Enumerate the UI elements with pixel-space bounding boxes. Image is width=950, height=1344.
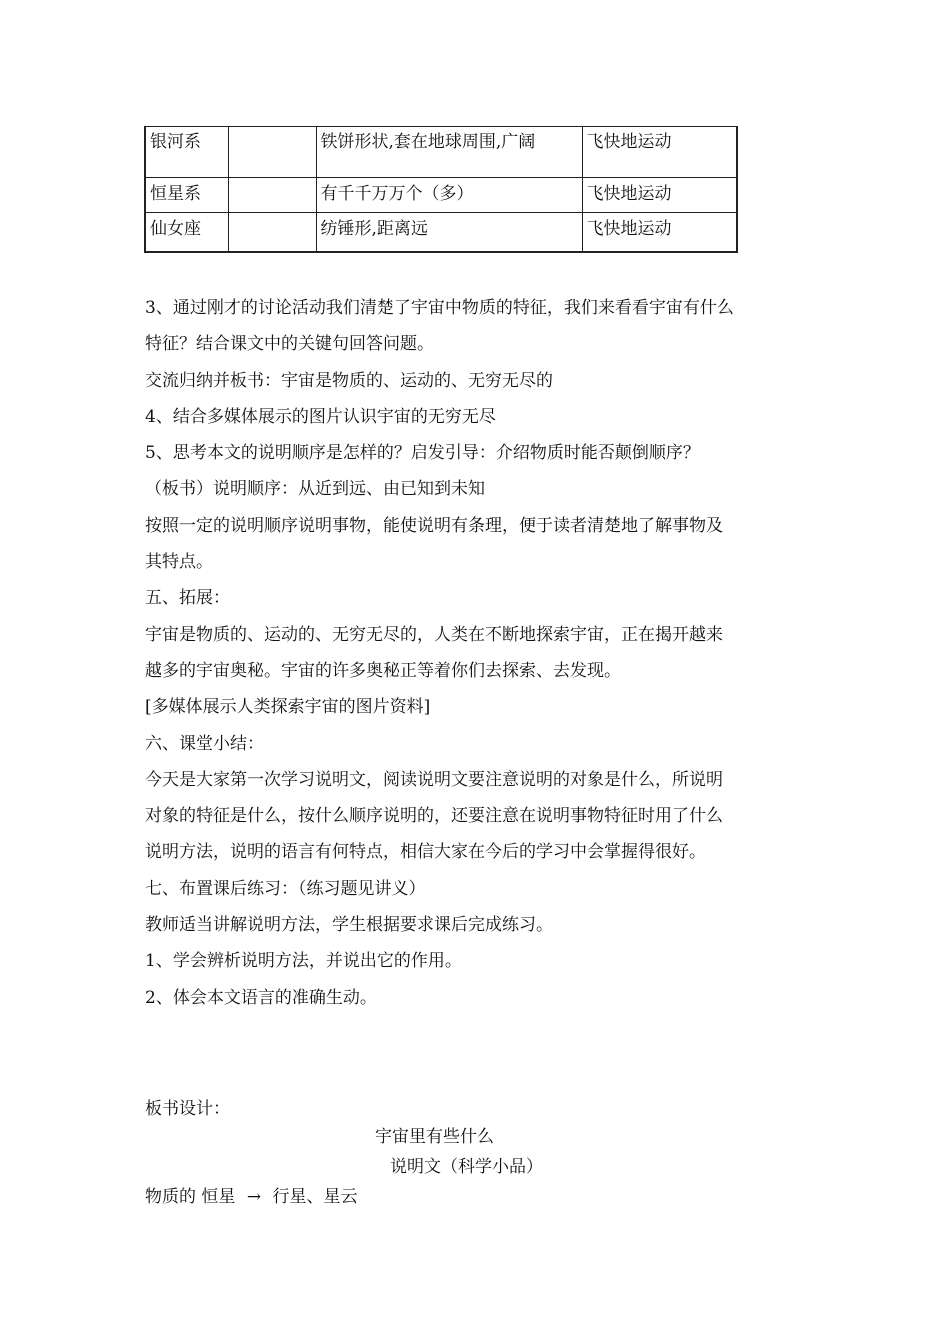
paragraph-line: 教师适当讲解说明方法，学生根据要求课后完成练习。	[145, 915, 553, 936]
board-subtitle: 说明文（科学小品）	[390, 1157, 543, 1177]
paragraph-line: 5、思考本文的说明顺序是怎样的？启发引导：介绍物质时能否颠倒顺序？	[145, 443, 700, 464]
paragraph-line: 特征？结合课文中的关键句回答问题。	[145, 334, 434, 355]
table-cell: 恒星系	[145, 178, 228, 213]
universe-table	[144, 126, 738, 253]
paragraph-line: [多媒体展示人类探索宇宙的图片资料]	[145, 697, 431, 718]
table-cell	[228, 178, 316, 213]
paragraph-line: 说明方法，说明的语言有何特点，相信大家在今后的学习中会掌握得很好。	[145, 842, 706, 863]
table-cell: 银河系	[145, 127, 228, 178]
board-line-start: 恒星	[201, 1187, 236, 1207]
section-heading: 六、课堂小结：	[145, 733, 264, 754]
paragraph-line: 其特点。	[145, 552, 213, 573]
board-line-end: 行星、星云	[272, 1187, 358, 1207]
paragraph-line: 交流归纳并板书：宇宙是物质的、运动的、无穷无尽的	[145, 370, 553, 391]
paragraph-line: 2、体会本文语言的准确生动。	[145, 987, 377, 1008]
table-cell: 纺锤形,距离远	[316, 213, 582, 252]
paragraph-line: 4、结合多媒体展示的图片认识宇宙的无穷无尽	[145, 406, 496, 427]
table-cell	[228, 127, 316, 178]
paragraph-line: 按照一定的说明顺序说明事物，能使说明有条理，便于读者清楚地了解事物及	[145, 515, 723, 536]
paragraph-line: 对象的特征是什么，按什么顺序说明的，还要注意在说明事物特征时用了什么	[145, 806, 723, 827]
table-cell: 飞快地运动	[582, 178, 737, 213]
paragraph-line: 3、通过刚才的讨论活动我们清楚了宇宙中物质的特征，我们来看看宇宙有什么	[145, 298, 734, 318]
arrow-right-icon: →	[246, 1187, 262, 1207]
board-title: 宇宙里有些什么	[375, 1127, 494, 1147]
table-cell: 飞快地运动	[582, 127, 737, 178]
paragraph-line: 今天是大家第一次学习说明文，阅读说明文要注意说明的对象是什么，所说明	[145, 769, 723, 790]
board-line	[145, 1186, 357, 1208]
table-row	[145, 178, 737, 213]
paragraph-line: 1、学会辨析说明方法，并说出它的作用。	[145, 951, 462, 972]
table-cell: 铁饼形状,套在地球周围,广阔	[316, 127, 582, 178]
paragraph-line: 宇宙是物质的、运动的、无穷无尽的，人类在不断地探索宇宙，正在揭开越来	[145, 624, 723, 645]
table-cell: 有千千万万个（多）	[316, 178, 582, 213]
table-row	[145, 213, 737, 252]
table-cell: 仙女座	[145, 213, 228, 252]
paragraph-line: （板书）说明顺序：从近到远、由已知到未知	[145, 479, 485, 500]
table-cell: 飞快地运动	[582, 213, 737, 252]
paragraph-line: 越多的宇宙奥秘。宇宙的许多奥秘正等着你们去探索、去发现。	[145, 660, 621, 681]
board-line-prefix: 物质的	[145, 1187, 196, 1207]
section-heading: 七、布置课后练习：（练习题见讲义）	[145, 878, 426, 899]
table-row	[145, 127, 737, 178]
board-design-label: 板书设计：	[145, 1099, 230, 1119]
section-heading: 五、拓展：	[145, 588, 230, 609]
body-text	[145, 290, 815, 1016]
table-cell	[228, 213, 316, 252]
